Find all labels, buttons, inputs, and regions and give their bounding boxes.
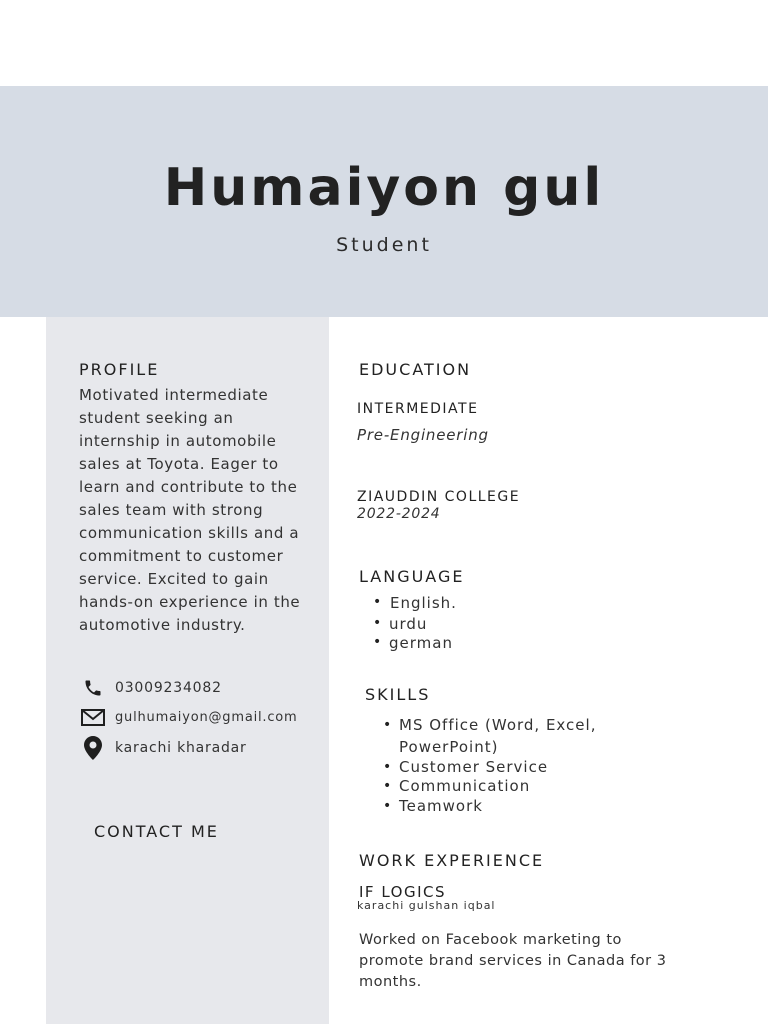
language-heading: LANGUAGE (359, 567, 465, 586)
education-heading: EDUCATION (359, 360, 472, 379)
skill-item: • Communication (399, 777, 639, 796)
skills-heading: SKILLS (365, 685, 431, 704)
phone-icon (80, 677, 106, 699)
skills-list (399, 714, 639, 817)
work-company: IF LOGICS (359, 883, 446, 901)
contact-address: karachi kharadar (115, 740, 247, 756)
skill-item: • Teamwork (399, 796, 639, 817)
work-description: Worked on Facebook marketing to promote brand services in Canada for 3 months. (359, 932, 667, 990)
profile-text: Motivated intermediate student seeking an internship in automobile sales at Toyota. Eager to learn and contribute to the sales team with strong communication skills and a commitment to customer service. Excited to gain hands-on experience in the automotive industry. (79, 386, 301, 634)
work-location: karachi gulshan iqbal (357, 899, 496, 912)
candidate-role: Student (336, 234, 432, 256)
contact-heading: CONTACT ME (94, 822, 219, 841)
contact-phone-row (80, 677, 222, 699)
profile-heading: PROFILE (79, 360, 160, 379)
candidate-name: Humaiyon gul (163, 158, 605, 218)
education-field: Pre-Engineering (357, 426, 489, 444)
envelope-icon (80, 706, 106, 728)
contact-email: gulhumaiyon@gmail.com (115, 709, 298, 725)
language-item: • urdu (389, 615, 457, 634)
language-item: • german (389, 634, 457, 653)
contact-address-row (80, 737, 247, 759)
language-item: • English. (389, 594, 457, 615)
education-years: 2022-2024 (357, 506, 441, 522)
contact-email-row (80, 706, 298, 728)
skill-item: • MS Office (Word, Excel, PowerPoint) (399, 714, 639, 758)
location-pin-icon (80, 737, 106, 759)
skill-item: • Customer Service (399, 758, 639, 777)
education-level: INTERMEDIATE (357, 401, 479, 417)
language-list (389, 594, 457, 653)
work-heading: WORK EXPERIENCE (359, 851, 545, 870)
contact-phone: 03009234082 (115, 680, 222, 696)
education-school: ZIAUDDIN COLLEGE (357, 489, 521, 505)
